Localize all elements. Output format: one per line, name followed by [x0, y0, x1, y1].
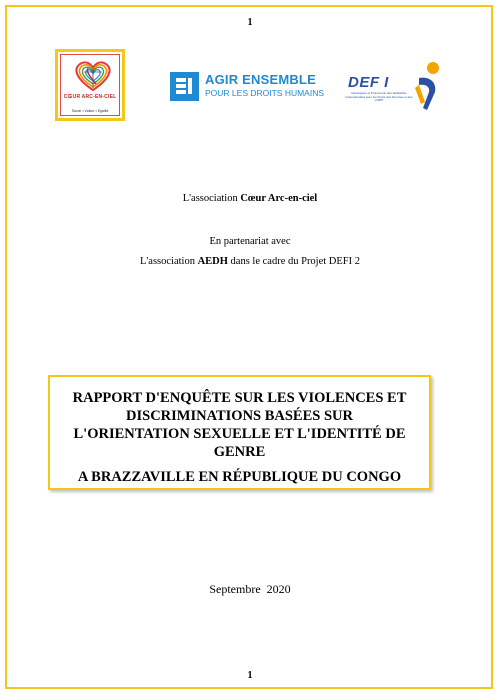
org-name: Cœur Arc-en-ciel — [240, 193, 318, 204]
partner-name: AEDH — [197, 256, 228, 267]
agir-ensemble-mark-icon — [170, 72, 199, 101]
report-title — [50, 389, 429, 461]
report-title-box — [48, 375, 431, 490]
defi-title: DEF I — [348, 74, 389, 91]
agir-ensemble-title: AGIR ENSEMBLE — [205, 72, 316, 87]
page-number-bottom: 1 — [247, 670, 253, 681]
coeur-logo-title: CŒUR ARC-EN-CIEL — [63, 94, 117, 100]
partnership-line-1: En partenariat avec — [209, 236, 291, 247]
defi-subtitle: Développer et Promouvoir des Solidarités Internationales pour les Droits des Femmes et des LGBTI — [345, 91, 413, 103]
title-line-3: L'ORIENTATION SEXUELLE ET L'IDENTITÉ DE — [73, 426, 406, 442]
partnership-line-2 — [0, 256, 500, 267]
agir-ensemble-subtitle: POUR LES DROITS HUMAINS — [205, 88, 325, 98]
agir-ensemble-logo — [170, 72, 325, 102]
report-date: Septembre 2020 — [209, 582, 291, 596]
partner-prefix: L'association — [139, 256, 198, 267]
report-subtitle: A BRAZZAVILLE EN RÉPUBLIQUE DU CONGO — [77, 469, 402, 485]
rainbow-heart-icon — [58, 52, 128, 124]
page-number-top: 1 — [247, 17, 253, 28]
defi-logo — [345, 58, 445, 114]
organization-line — [0, 193, 500, 204]
org-line-prefix: L'association — [182, 193, 241, 204]
title-line-2: DISCRIMINATIONS BASÉES SUR — [126, 408, 353, 424]
partner-suffix: dans le cadre du Projet DEFI 2 — [227, 256, 361, 267]
title-line-1: RAPPORT D'ENQUÊTE SUR LES VIOLENCES ET — [72, 390, 407, 406]
title-line-4: GENRE — [213, 444, 266, 460]
coeur-logo-tagline: Savoir • Valeur • Égalité — [71, 109, 109, 113]
coeur-arc-en-ciel-logo — [55, 49, 125, 121]
